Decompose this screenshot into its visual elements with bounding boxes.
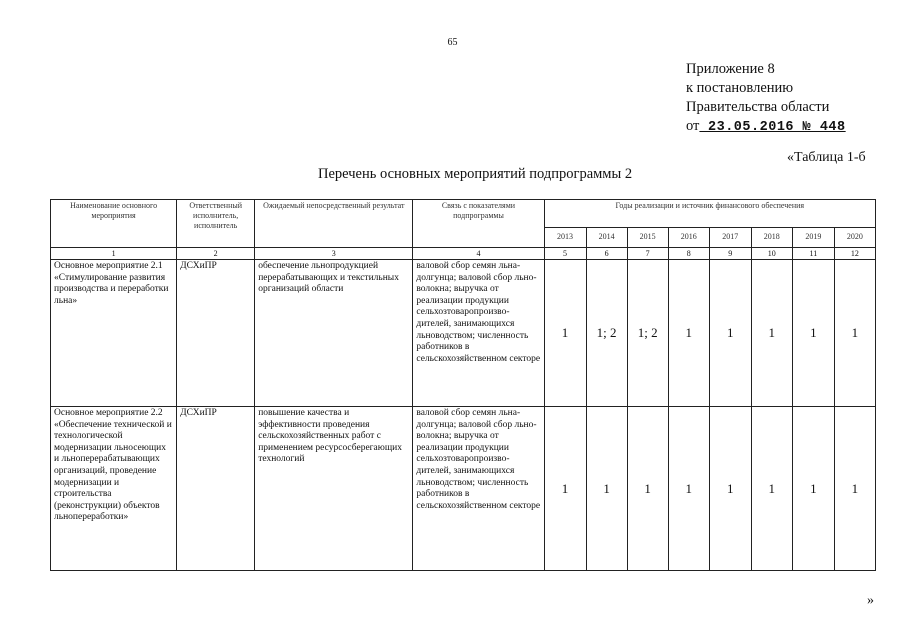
header-year: 2018 [751, 228, 792, 248]
header-link: Связь с показателями подпрограммы [413, 200, 544, 248]
appendix-date-number: 23.05.2016 № 448 [699, 120, 846, 135]
continuation-mark: » [867, 593, 874, 608]
appendix-block [686, 60, 846, 137]
table-row [51, 407, 876, 571]
year-value: 1 [709, 407, 751, 571]
appendix-date-prefix: от [686, 118, 700, 134]
header-year: 2016 [668, 228, 709, 248]
year-value: 1 [668, 260, 709, 407]
column-number: 1 [51, 248, 177, 260]
table-reference: «Таблица 1-б [787, 150, 866, 165]
column-number: 11 [792, 248, 834, 260]
measure-executor: ДСХиПР [177, 260, 255, 407]
header-year: 2014 [586, 228, 627, 248]
measure-result: обеспечение льнопродукцией перерабатывающих и текстильных организаций области [255, 260, 413, 407]
year-value: 1 [627, 407, 668, 571]
year-value: 1 [834, 260, 875, 407]
table-row [51, 260, 876, 407]
column-number: 5 [544, 248, 586, 260]
document-title: Перечень основных мероприятий подпрограммы 2 [318, 166, 633, 182]
column-number: 4 [413, 248, 544, 260]
year-value: 1 [709, 260, 751, 407]
column-number-row [51, 248, 876, 260]
header-year: 2013 [544, 228, 586, 248]
year-value: 1 [751, 260, 792, 407]
header-year: 2019 [792, 228, 834, 248]
column-number: 6 [586, 248, 627, 260]
measure-link: валовой сбор семян льна-долгунца; валовой сбор льно-волокна; выручка от реализации продукции сельхозтоваропроизво-дителей, занимающихся льноводством; численность работников в сельскохозяйственном секторе [413, 407, 544, 571]
measure-result: повышение качества и эффективности проведения сельскохозяйственных работ с применением ресурсосберегающих технологий [255, 407, 413, 571]
year-value: 1 [751, 407, 792, 571]
page-number: 65 [447, 37, 458, 48]
appendix-line-4 [686, 117, 846, 137]
year-value: 1 [792, 260, 834, 407]
header-year: 2015 [627, 228, 668, 248]
measure-name: Основное мероприятие 2.2 «Обеспечение технической и технологической модернизации льносеющих и льноперерабатывающих организаций, проведение модернизации и строительства (реконструкции) объектов льнопереработки» [51, 407, 177, 571]
year-value: 1 [586, 407, 627, 571]
header-executor: Ответственный исполнитель, исполнитель [177, 200, 255, 248]
column-number: 10 [751, 248, 792, 260]
header-years-group: Годы реализации и источник финансового обеспечения [544, 200, 875, 228]
year-value: 1; 2 [627, 260, 668, 407]
column-number: 9 [709, 248, 751, 260]
column-number: 7 [627, 248, 668, 260]
year-value: 1; 2 [586, 260, 627, 407]
appendix-line-3: Правительства области [686, 99, 830, 115]
appendix-line-2: к постановлению [686, 80, 794, 96]
year-value: 1 [544, 407, 586, 571]
year-value: 1 [834, 407, 875, 571]
header-result: Ожидаемый непосредственный результат [255, 200, 413, 248]
header-year: 2017 [709, 228, 751, 248]
header-year: 2020 [834, 228, 875, 248]
measure-name: Основное мероприятие 2.1 «Стимулирование развития производства и переработки льна» [51, 260, 177, 407]
appendix-line-1: Приложение 8 [686, 61, 775, 77]
header-name: Наименование основного мероприятия [51, 200, 177, 248]
column-number: 3 [255, 248, 413, 260]
year-value: 1 [792, 407, 834, 571]
column-number: 12 [834, 248, 875, 260]
measures-table [50, 199, 876, 571]
measure-executor: ДСХиПР [177, 407, 255, 571]
column-number: 2 [177, 248, 255, 260]
column-number: 8 [668, 248, 709, 260]
measure-link: валовой сбор семян льна-долгунца; валовой сбор льно-волокна; выручка от реализации продукции сельхозтоваропроизво-дителей, занимающихся льноводством; численность работников в сельскохозяйственном секторе [413, 260, 544, 407]
year-value: 1 [544, 260, 586, 407]
year-value: 1 [668, 407, 709, 571]
